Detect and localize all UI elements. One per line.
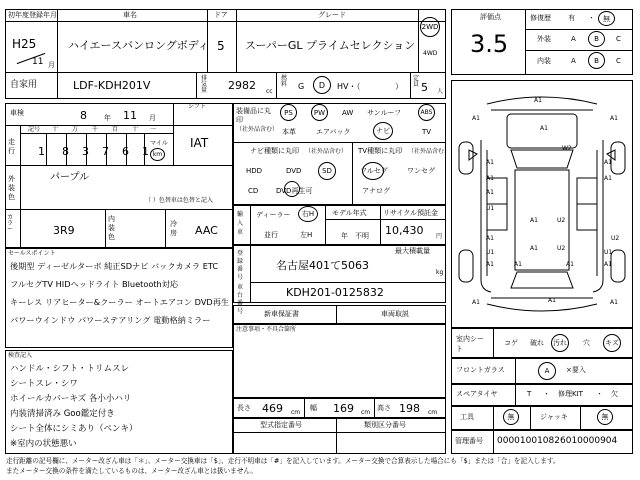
front-glass-a-circle: A — [538, 362, 556, 380]
import-parallel: 並行 — [264, 231, 278, 239]
mileage-digit: 3 — [82, 145, 89, 158]
diagram-damage-label: A1 — [604, 159, 612, 166]
mileage-head: 千 — [92, 126, 99, 133]
class-label: 類別区分番号 — [364, 421, 406, 429]
spare-dot1: ・ — [543, 390, 550, 398]
usage: 自家用 — [10, 80, 38, 90]
max-load-label: 最大積載量 — [395, 247, 430, 255]
interior-color-label: 内装色 — [108, 215, 115, 241]
diagram-damage-label: U1 — [604, 249, 613, 256]
interior-grade-label: 内装 — [537, 57, 551, 65]
navi-hdd: HDD — [246, 167, 263, 175]
seat-ana: 穴 — [583, 339, 590, 347]
equip-navi-circle: ナビ — [373, 122, 393, 140]
width-label: 幅 — [310, 404, 317, 412]
width-unit: cm — [361, 409, 371, 416]
exterior-grade-b-circle: B — [588, 31, 605, 47]
jack-none-circle: 無 — [597, 409, 613, 425]
color-code: 3R9 — [53, 224, 75, 237]
mileage-digit: 7 — [102, 145, 109, 158]
equip-leather: 本革 — [282, 128, 296, 136]
registration-number: 名古屋401て5063 — [276, 259, 369, 272]
score-value: 3.5 — [470, 30, 509, 58]
equip-aw: AW — [342, 109, 354, 117]
diagram-damage-label: A1 — [530, 245, 538, 252]
shift-value: IAT — [190, 136, 209, 150]
mileage-label: 走行 — [8, 138, 15, 155]
capacity-unit: 人 — [437, 88, 444, 95]
reg-month: 11 — [32, 57, 44, 67]
diagram-damage-label: U1 — [486, 205, 495, 212]
repair-dot: ・ — [588, 14, 595, 22]
equipment-sub: （社外品含む） — [236, 126, 279, 133]
tools-label: 工具 — [460, 413, 474, 421]
import-left: 左H — [300, 231, 313, 239]
equip-airbag: エアバック — [316, 128, 351, 136]
ac-value: AAC — [195, 224, 218, 237]
sales-point-line: 後期型 ディーゼルターボ 純正SDナビ バックカメラ ETC — [10, 261, 219, 271]
interior-seat-label: 室内シート — [456, 335, 484, 353]
chassis-label: 車台番号 — [237, 284, 244, 315]
diagram-damage-label: A1 — [548, 297, 556, 304]
front-glass-label: フロントガラス — [456, 366, 505, 374]
mileage-head: 百 — [112, 126, 119, 133]
diagram-damage-label: A1 — [610, 299, 618, 306]
fuel-hv: HV・（ — [337, 82, 361, 91]
footer-line2: またメーター交換の条件を満たしているものは、メーター改ざん車とは扱いません。 — [6, 467, 257, 475]
mile-unit: マイル — [150, 140, 168, 147]
inspection-month-unit: 月 — [149, 114, 156, 122]
navi-dvd: DVD — [286, 167, 302, 175]
diagram-damage-label: A1 — [486, 235, 494, 242]
diagram-damage-label: A1 — [534, 97, 542, 104]
capacity-label: 定員 — [413, 75, 420, 88]
tv-oneseg: ワンセグ — [407, 167, 435, 175]
inspector-note-line: ホイールカバーキズ 各小小ハリ — [10, 394, 132, 404]
repair-yes: 有 — [568, 14, 575, 22]
drive-2wd-circle: 2WD — [420, 17, 440, 37]
mileage-head: 万 — [72, 126, 79, 133]
equip-ps-circle: PS — [280, 104, 297, 121]
displacement-label: 排気量 — [201, 75, 208, 94]
height-value: 198 — [399, 402, 420, 415]
navi-type-label: ナビ種類に丸印 — [250, 147, 299, 155]
spare-missing: 欠 — [611, 390, 618, 398]
diagram-damage-label: A1 — [472, 115, 480, 122]
model: LDF-KDH201V — [73, 79, 151, 92]
repair-no-circle: 無 — [598, 11, 615, 26]
inspection-year: 8 — [80, 109, 87, 122]
door-label: ドア — [214, 11, 228, 19]
sales-point-line: フルセグTV HIDヘッドライト Bluetooth対応 — [10, 279, 179, 289]
registration-label: 登録番号 — [237, 250, 244, 281]
repair-label: 修復歴 — [530, 14, 551, 22]
chassis-number: KDH201-0125832 — [286, 286, 384, 299]
model-year: 年 不明 — [341, 232, 369, 240]
diagram-damage-label: A1 — [486, 159, 494, 166]
fuel-label: 燃料 — [281, 75, 288, 88]
spare-dot2: ・ — [596, 390, 603, 398]
inspector-note-line: ※室内の状態悪い — [10, 439, 77, 449]
tv-type-label: TV種類に丸印 — [358, 147, 403, 155]
mileage-head: 記号 — [28, 126, 41, 133]
length-value: 469 — [262, 402, 283, 415]
inspector-note-line: 内装清掃済み Goo鑑定付き — [10, 409, 115, 419]
interior-grade-a: A — [571, 57, 576, 65]
height-label: 高さ — [377, 404, 391, 412]
spare-label: スペアタイヤ — [456, 390, 498, 398]
equip-abs-circle: ABS — [418, 104, 435, 121]
seat-koge: コゲ — [504, 339, 518, 347]
capacity: 5 — [421, 81, 428, 94]
inspection-year-unit: 年 — [104, 114, 111, 122]
grade: スーパーGL プライムセレクション — [245, 39, 416, 52]
reg-year: H25 — [12, 37, 37, 51]
doors: 5 — [217, 39, 225, 53]
diagram-damage-label: A1 — [610, 115, 618, 122]
seat-yogore-circle: 汚れ — [551, 334, 569, 352]
import-right-circle: 右H — [298, 206, 318, 222]
footer-line1: 走行距離の記号欄に、メーター改ざん車は「＊」、メーター交換車は「$」、走行不明車は「#」を記入しています。メーター交換で合算表示した場合にも「$」または「合」を記入します。 — [6, 457, 560, 465]
shift-label: シフト — [188, 103, 207, 110]
diagram-damage-label: W2 — [562, 145, 572, 152]
diagram-damage-label: A1 — [540, 125, 548, 132]
equip-sunroof: サンルーフ — [367, 109, 402, 117]
max-load-unit: kg — [436, 269, 444, 276]
header-block — [5, 9, 446, 99]
navi-type-sub: （社外品含む） — [305, 148, 348, 155]
import-label: 輸入車 — [237, 211, 244, 236]
recycle-value: 10,430 — [385, 224, 424, 237]
seat-yabure: 破れ — [530, 339, 544, 347]
spare-t: T — [527, 390, 532, 398]
inspector-notes-label: 検査記入 — [8, 352, 33, 359]
drive-4wd: 4WD — [423, 50, 438, 57]
spare-kit: 修理KIT — [558, 390, 583, 398]
diagram-damage-label: U2 — [557, 217, 566, 224]
tools-none-circle: 無 — [503, 409, 519, 425]
exterior-note: （ ）色替車は色替と記入 — [145, 197, 213, 204]
sales-points-label: セールスポイント — [8, 250, 56, 257]
manual-label: 車両取説 — [381, 310, 409, 318]
interior-grade-b-circle: B — [588, 52, 605, 69]
navi-cd: CD — [248, 187, 259, 195]
fuel-close: ） — [395, 82, 403, 91]
diagram-damage-label: U1 — [486, 249, 495, 256]
diagram-damage-label: A1 — [486, 189, 494, 196]
type-label: 型式指定番号 — [260, 421, 302, 429]
mgmt-number: 000010010826010000904 — [497, 436, 618, 446]
front-glass-needed: ×要入 — [566, 366, 586, 374]
mileage-head: 一 — [150, 126, 157, 133]
mgmt-label: 管理番号 — [455, 437, 483, 445]
width-value: 169 — [333, 402, 354, 415]
inspection-label: 車検 — [10, 109, 24, 117]
height-unit: cm — [428, 409, 438, 416]
tv-fullseg: フルセグ — [360, 167, 388, 175]
mileage-digit: 8 — [62, 145, 69, 158]
recycle-unit: 円 — [436, 233, 443, 240]
mileage-digit: 1 — [38, 145, 45, 158]
diagram-damage-label: U2 — [557, 245, 566, 252]
km-circle: km — [150, 148, 165, 161]
reg-year-label: 初年度登録年月 — [8, 11, 57, 19]
grade-label: グレード — [318, 11, 346, 19]
car-name-label: 車名 — [123, 11, 137, 19]
navi-sd-circle: SD — [318, 162, 336, 180]
diagram-damage-label: A1 — [530, 217, 538, 224]
diagram-damage-label: A1 — [486, 175, 494, 182]
diagram-damage-label: A1 — [486, 261, 494, 268]
sales-point-line: パワーウインドウ パワーステアリング 電動格納ミラー — [10, 315, 211, 325]
equip-tv: TV — [422, 128, 432, 136]
diagram-damage-label: A1 — [514, 261, 522, 268]
displacement: 2982 — [228, 79, 256, 92]
fuel-d-circle: D — [313, 76, 331, 94]
diagram-damage-label: U2 — [611, 235, 620, 242]
sales-point-line: キーレス リアヒーター&クーラー オートエアコン DVD再生 — [10, 297, 230, 307]
reg-month-unit: 月 — [48, 61, 55, 69]
length-label: 長さ — [237, 404, 251, 412]
exterior-grade-a: A — [571, 35, 576, 43]
fuel-g: G — [298, 82, 305, 91]
navi-dvd-play: DVD再生可 — [276, 187, 313, 195]
score-label: 評価点 — [480, 13, 501, 21]
length-unit: cm — [291, 409, 301, 416]
mileage-head: 十 — [132, 126, 139, 133]
exterior-grade-c: C — [616, 35, 621, 43]
inspector-note-line: ハンドル・シフト・トリムスレ — [10, 364, 130, 374]
exterior-label: 外装色 — [8, 175, 15, 201]
import-dealer: ディーラー — [256, 211, 291, 219]
diagram-damage-label: A1 — [604, 175, 612, 182]
inspector-note-line: シート全体にシミあり（ペンキ） — [10, 424, 138, 434]
notes-block — [233, 324, 446, 398]
car-name: ハイエースバンロングボディ — [68, 39, 209, 52]
tv-analog: アナログ — [362, 187, 390, 195]
equip-pw-circle: PW — [311, 104, 328, 121]
equipment-label: 装備品に丸印 — [236, 107, 271, 124]
cc-unit: cc — [266, 88, 273, 95]
seat-kizu-circle: キズ — [603, 334, 621, 352]
jack-label: ジャッキ — [540, 413, 568, 421]
mileage-digit: 1 — [142, 145, 149, 158]
model-year-label: モデル年式 — [332, 209, 367, 217]
color-code-label: カラー — [7, 214, 14, 233]
warranty-label: 新車保証書 — [264, 310, 299, 318]
exterior-color: パープル — [50, 172, 90, 183]
mileage-digit: 6 — [122, 145, 129, 158]
diagram-damage-label: A1 — [472, 299, 480, 306]
diagram-damage-label: A1 — [604, 261, 612, 268]
inspector-note-line: シートスレ・シワ — [10, 379, 78, 389]
exterior-grade-label: 外装 — [537, 35, 551, 43]
recycle-label: リサイクル預託金 — [383, 209, 439, 217]
diagram-damage-label: A1 — [566, 261, 574, 268]
tv-type-sub: （社外品含む） — [408, 148, 451, 155]
inspection-month: 11 — [123, 109, 137, 122]
mileage-head: 十 — [52, 126, 59, 133]
ac-label: 冷房 — [170, 220, 177, 237]
interior-grade-c: C — [616, 57, 621, 65]
notes-label: 注意事項・不具合箇所 — [236, 326, 297, 333]
